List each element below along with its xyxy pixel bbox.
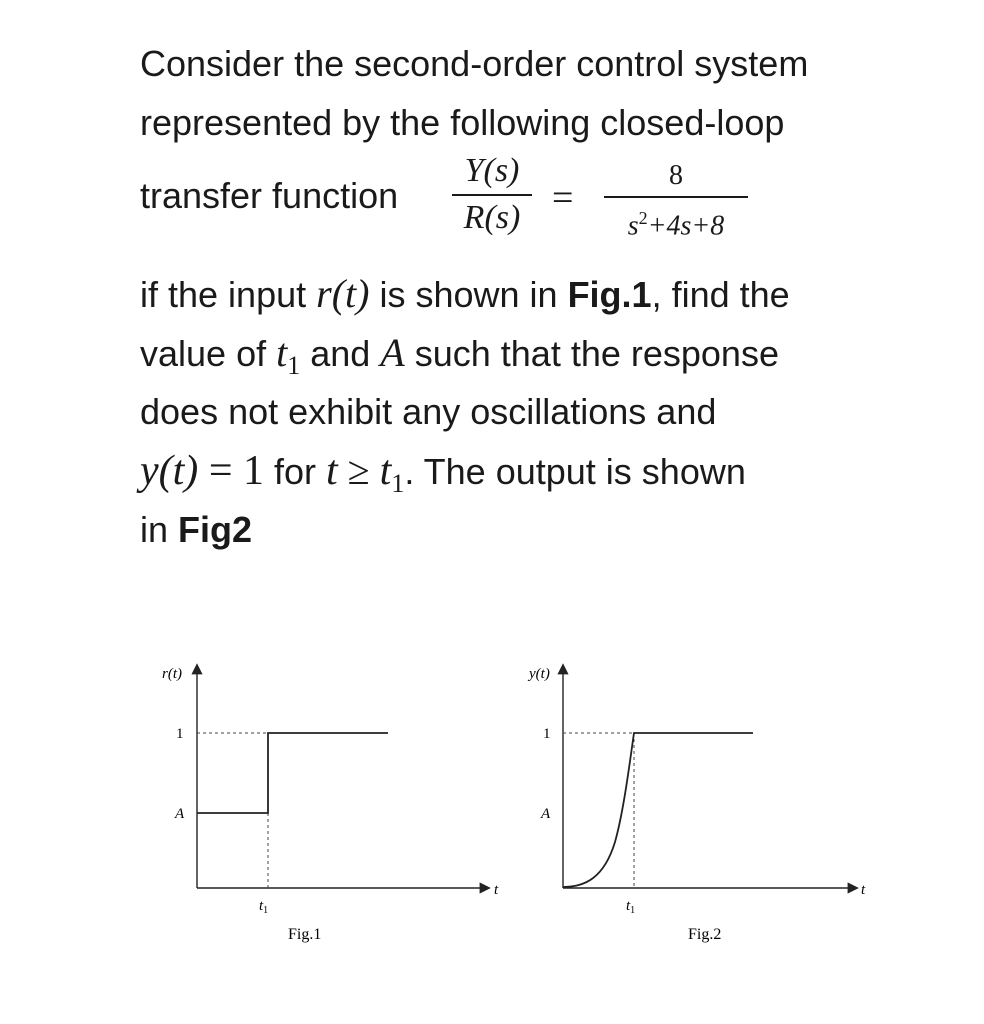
l4-r: r	[316, 271, 332, 316]
fig2-tick-one: 1	[543, 726, 551, 742]
text-line-3-prefix: transfer function	[140, 175, 399, 216]
fig2-output-response	[563, 733, 753, 887]
l7-eq: = 1	[198, 448, 264, 494]
tf-den-exp: 2	[638, 208, 648, 228]
tf-rhs-bar	[604, 196, 748, 198]
l5-A: A	[380, 330, 405, 375]
fig2-caption: Fig.2	[688, 926, 722, 943]
tf-rhs	[604, 158, 748, 244]
fig2-xlabel: t	[861, 882, 866, 898]
fig2-tick-A: A	[541, 806, 551, 822]
l5-b: and	[300, 333, 381, 374]
l4-b: is shown in	[369, 274, 568, 315]
l7-y: y	[140, 448, 159, 494]
fig1-tick-A: A	[175, 806, 185, 822]
fig2-ylabel: y(t)	[529, 666, 550, 682]
l4-fig-ref: Fig.1	[567, 274, 652, 315]
tf-rhs-denominator	[604, 200, 748, 244]
l8-fig-ref: Fig2	[178, 509, 253, 550]
tf-lhs-denominator: R(s)	[463, 199, 521, 236]
fig1-ylabel: r(t)	[162, 666, 182, 682]
tf-rhs-numerator: 8	[669, 160, 683, 191]
figures	[0, 640, 984, 980]
l7-ge: ≥	[337, 448, 380, 493]
fig2	[527, 666, 866, 943]
fig1-caption: Fig.1	[288, 926, 322, 943]
l7-t: (t)	[158, 448, 199, 494]
l4-t: (t)	[331, 271, 370, 316]
l7-t1: t	[379, 448, 392, 494]
l5-c: such that the response	[404, 333, 779, 374]
fig1-xlabel: t	[494, 882, 499, 898]
fig1-input-signal	[197, 733, 388, 813]
fig2-tick-t1: $t_1$	[626, 898, 636, 916]
l5-t1: t	[276, 330, 288, 375]
l5-t1-sub: 1	[287, 351, 301, 381]
l7-t1-sub: 1	[391, 469, 405, 499]
l8-a: in	[140, 509, 179, 550]
l5-a: value of	[140, 333, 277, 374]
tf-den-s: s	[627, 210, 639, 242]
text-line-6: does not exhibit any oscillations and	[140, 391, 717, 432]
l7-rest: . The output is shown	[404, 451, 746, 492]
l7-for: for	[264, 451, 327, 492]
text-line-1: Consider the second-order control system	[140, 43, 809, 84]
l4-c: , find the	[651, 274, 790, 315]
tf-lhs	[448, 150, 536, 238]
tf-equals: =	[552, 177, 574, 219]
l7-tv: t	[326, 448, 338, 494]
tf-den-rest: +4s+8	[647, 210, 725, 242]
fig1-tick-one: 1	[176, 726, 184, 742]
fig1	[162, 666, 499, 943]
l4-a: if the input	[140, 274, 317, 315]
text-line-2: represented by the following closed-loop	[140, 102, 785, 143]
text-line-4	[140, 264, 790, 324]
text-line-8	[140, 500, 252, 559]
tf-lhs-bar	[452, 194, 532, 196]
fig1-tick-t1: $t_1$	[259, 898, 269, 916]
tf-lhs-numerator: Y(s)	[464, 152, 520, 189]
